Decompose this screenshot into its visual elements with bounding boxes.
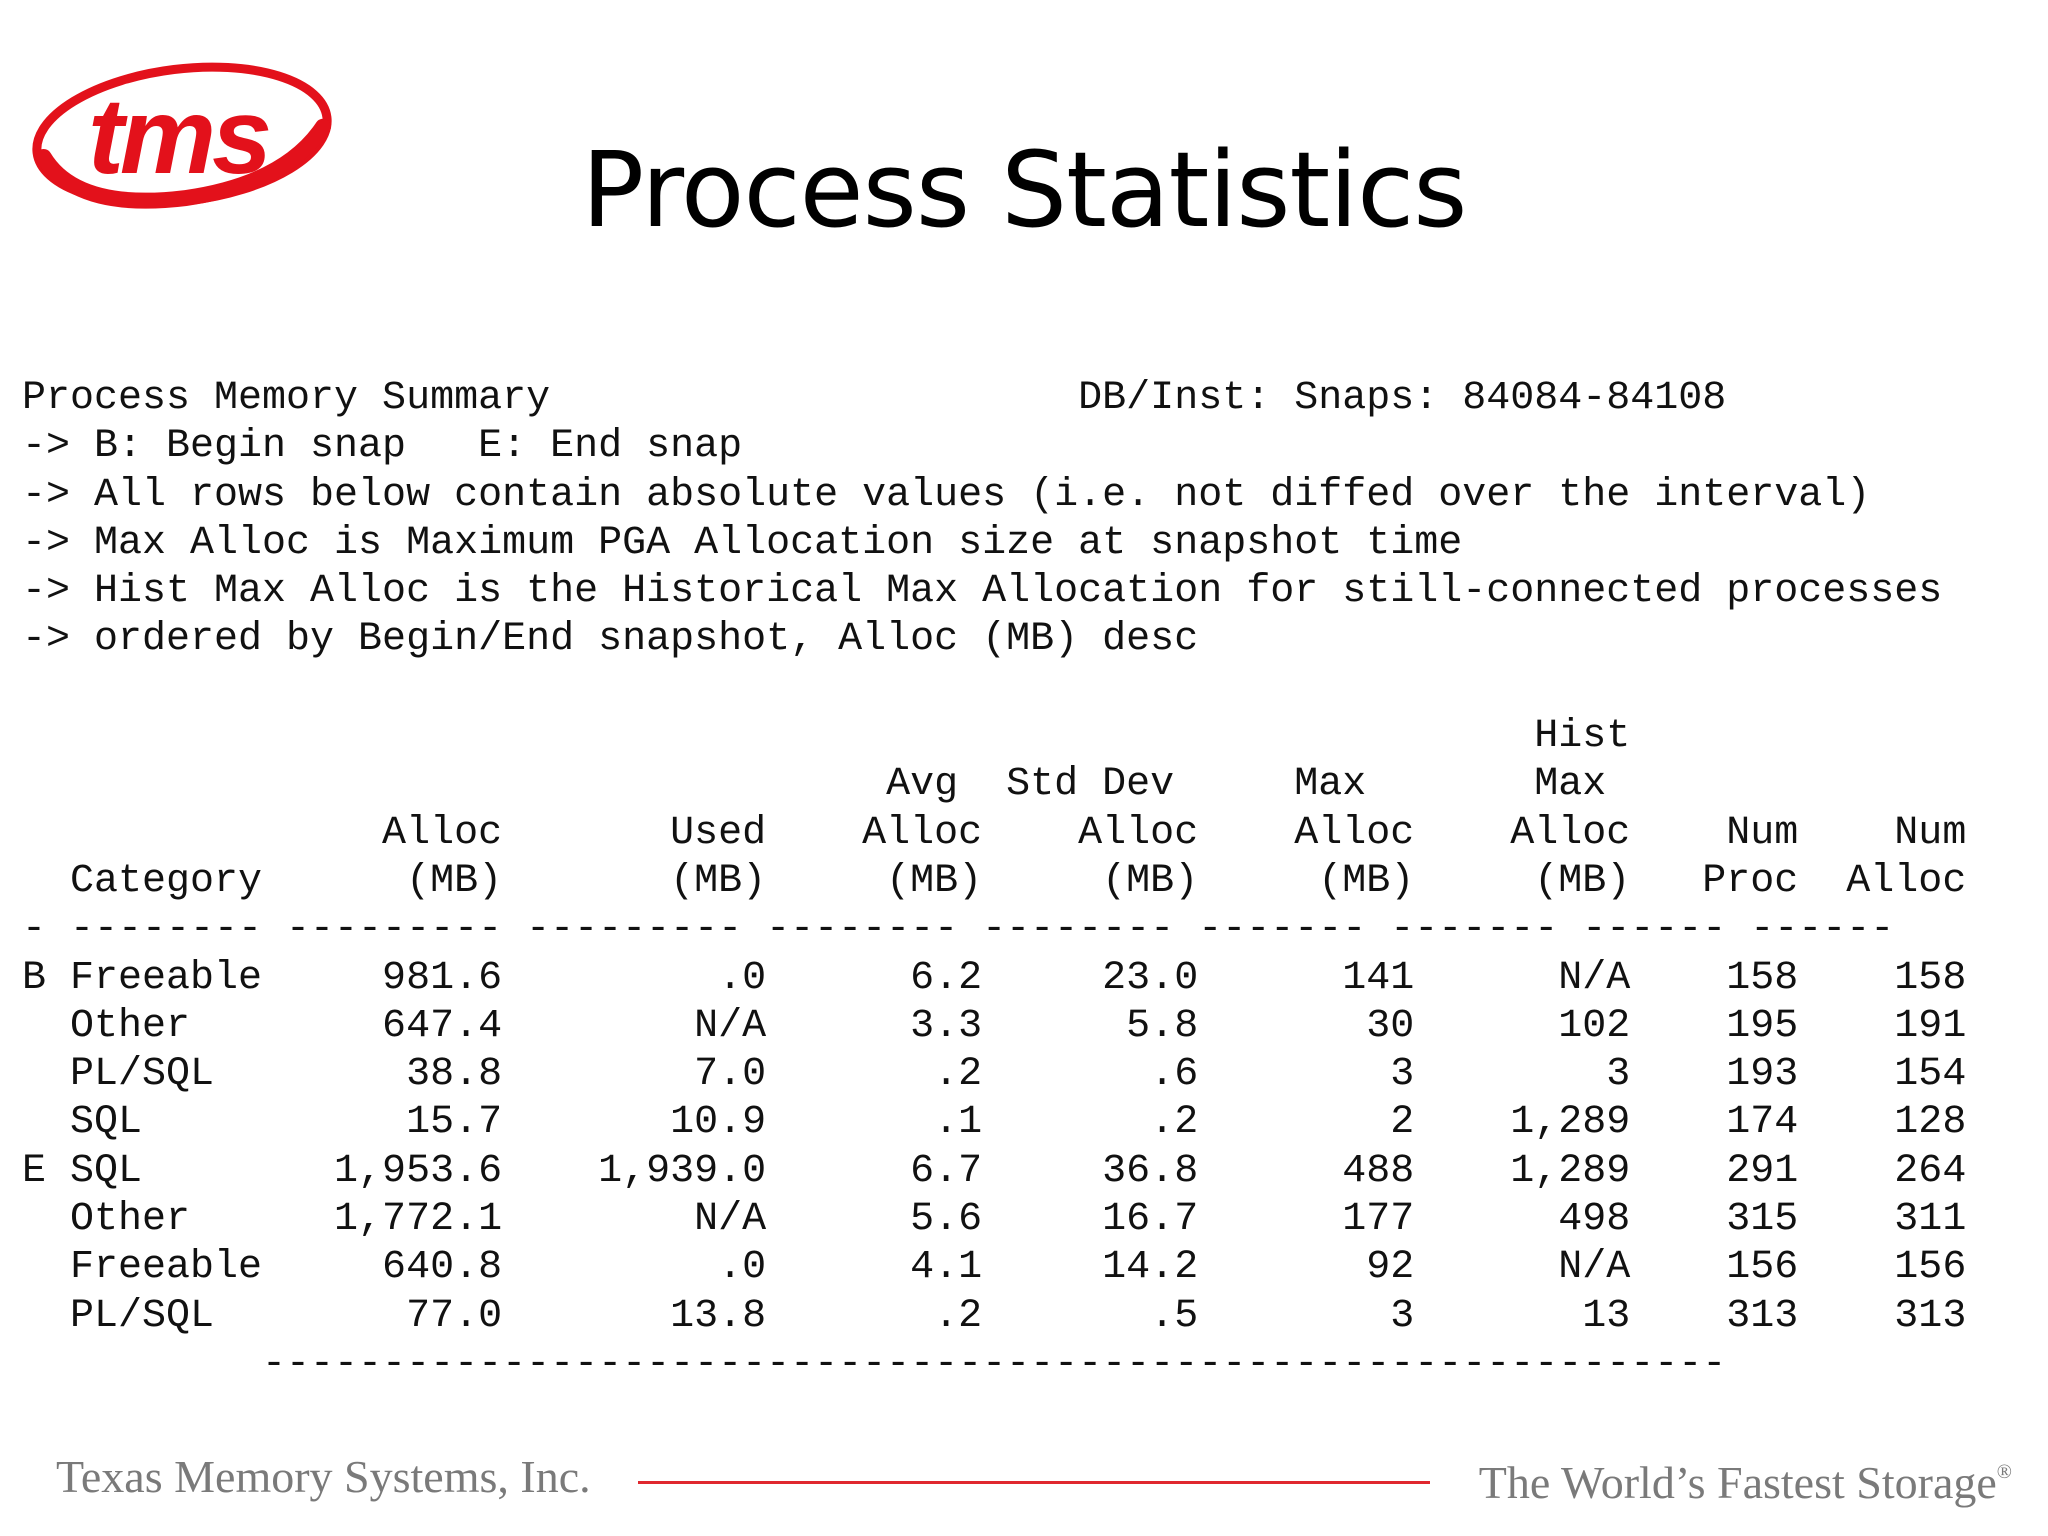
report-line: PL/SQL 77.0 13.8 .2 .5 3 13 313 313 (22, 1293, 1967, 1339)
report-line: E SQL 1,953.6 1,939.0 6.7 36.8 488 1,289 291 264 (22, 1148, 1967, 1194)
report-line (22, 665, 1966, 713)
report-line: -> B: Begin snap E: End snap (22, 424, 743, 470)
page-title: Process Statistics (581, 129, 1467, 251)
report-line: -> ordered by Begin/End snapshot, Alloc (MB) desc (22, 617, 1199, 663)
registered-mark: ® (1996, 1461, 2012, 1483)
report-line: - -------- --------- --------- -------- -------- ------- ------- ------ ------ (22, 907, 1895, 953)
report-line: -> Max Alloc is Maximum PGA Allocation size at snapshot time (22, 520, 1463, 566)
report-line: Hist (22, 714, 1631, 760)
report-line: Freeable 640.8 .0 4.1 14.2 92 N/A 156 156 (22, 1245, 1967, 1291)
report-line: ------------------------------------------------------------- (22, 1341, 1727, 1387)
footer-tagline-text: The World’s Fastest Storage (1478, 1457, 1997, 1508)
report-line: -> All rows below contain absolute values (i.e. not diffed over the interval) (22, 472, 1871, 518)
report-line: Alloc Used Alloc Alloc Alloc Alloc Num Num (22, 810, 1967, 856)
report-line: -> Hist Max Alloc is the Historical Max Allocation for still-connected processes (22, 569, 1943, 615)
process-memory-summary-report (22, 375, 1966, 1389)
logo-wordmark: tms (87, 75, 269, 196)
report-line: Category (MB) (MB) (MB) (MB) (MB) (MB) Proc Alloc (22, 858, 1967, 904)
report-line: Other 1,772.1 N/A 5.6 16.7 177 498 315 311 (22, 1197, 1967, 1243)
report-line: Other 647.4 N/A 3.3 5.8 30 102 195 191 (22, 1003, 1967, 1049)
footer-divider (638, 1481, 1430, 1484)
report-line: Process Memory Summary DB/Inst: Snaps: 84084-84108 (22, 376, 1727, 421)
report-line: PL/SQL 38.8 7.0 .2 .6 3 3 193 154 (22, 1052, 1967, 1098)
report-line: SQL 15.7 10.9 .1 .2 2 1,289 174 128 (22, 1100, 1967, 1146)
report-line: B Freeable 981.6 .0 6.2 23.0 141 N/A 158 158 (22, 955, 1967, 1001)
footer-company-name: Texas Memory Systems, Inc. (56, 1451, 591, 1502)
footer-tagline (1478, 1457, 2012, 1508)
report-line: Avg Std Dev Max Max (22, 762, 1607, 808)
